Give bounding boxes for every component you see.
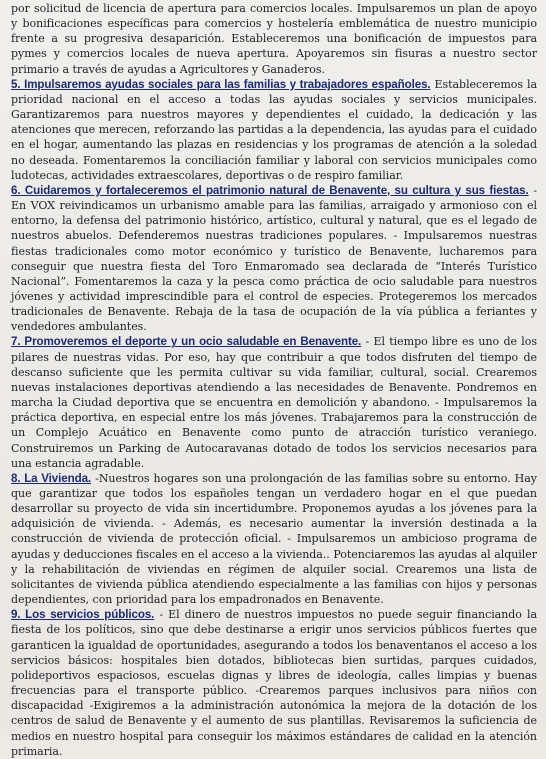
section-5-text: Estableceremos la prioridad nacional en el acceso a todas las ayudas sociales y servicios municipales. Garantizaremos para nuestros mayores y dependientes el cuidado, la dedicación y las atenciones que merecen, reforzando las partidas a la dependencia, las ayudas para el cuidado en el hogar, aumentando las plazas en residencias y los programas de atención a la soledad no deseada. Fomentaremos la conciliación familiar y laboral con servicios municipales como ludotecas, actividades extraescolares, deportivas o de respiro familiar. [11,77,537,182]
section-7 [11,334,537,470]
section-8-heading: 8. La Vivienda. [11,471,92,485]
section-7-text: - El tiempo libre es uno de los pilares de nuestras vidas. Por eso, hay que contribuir a que todos disfruten del tiempo de descanso suficiente que les permita cultivar su vida familiar, cultural, social. Crearemos nuevas instalaciones deportivas atendiendo a las necesidades de Benavente. Pondremos en marcha la Ciudad deportiva que se encuentra en demolición y abandono. - Impulsaremos la práctica deportiva, en especial entre los más jóvenes. Trabajaremos para la construcción de un Complejo Acuático en Benavente como punto de atracción turístico veraniego. Construiremos un Parking de Autocaravanas dotado de todos los servicios necesarios para una estancia agradable. [11,335,537,470]
section-9-text: - El dinero de nuestros impuestos no puede seguir financiando la fiesta de los políticos, sino que debe destinarse a erigir unos servicios públicos fuertes que garanticen la igualdad de oportunidades, asegurando a todos los benaventanos el acceso a los servicios básicos: hospitales bien dotados, bibliotecas bien surtidas, parques cuidados, polideportivos espaciosos, escuelas dignas y libres de ideología, calles limpias y buenas frecuencias para el transporte público. -Crearemos parques inclusivos para niños con discapacidad -Exigiremos a la administración autonómica la mejora de la dotación de los centros de salud de Benavente y el aumento de sus plantillas. Revisaremos la suficiencia de medios en nuestro hospital para conseguir los máximos estándares de calidad en la atención primaria. [11,608,537,758]
section-9 [11,607,537,759]
section-9-heading: 9. Los servicios públicos. [11,608,155,622]
section-6 [11,183,537,335]
intro-paragraph [11,1,537,77]
section-6-heading: 6. Cuidaremos y fortaleceremos el patrimonio natural de Benavente, su cultura y sus fiestas. [11,183,529,197]
intro-text: por solicitud de licencia de apertura para comercios locales. Impulsaremos un plan de apoyo y bonificaciones específicas para comercios y hostelería emblemática de nuestro municipio frente a su progresiva desaparición. Estableceremos una bonificación de impuestos para pymes y comercios locales de nueva apertura. Apoyaremos sin fisuras a nuestro sector primario a través de ayudas a Agricultores y Ganaderos. [11,2,537,76]
section-5 [11,77,537,183]
section-5-heading: 5. Impulsaremos ayudas sociales para las familias y trabajadores españoles. [11,77,431,91]
section-8-text: -Nuestros hogares son una prolongación de las familias sobre su entorno. Hay que garantizar que todos los españoles tengan un verdadero hogar en el que puedan desarrollar su proyecto de vida sin incertidumbre. Proponemos ayudas a los jóvenes para la adquisición de vivienda. - Además, es necesario aumentar la inversión destinada a la construcción de vivienda de protección oficial. - Impulsaremos un ambicioso programa de ayudas y deducciones fiscales en el acceso a la vivienda.. Potenciaremos las ayudas al alquiler y la rehabilitación de viviendas en régimen de alquiler social. Crearemos una lista de solicitantes de vivienda pública atendiendo especialmente a las familias con hijos y personas dependientes, con prioridad para los empadronados en Benavente. [11,471,537,607]
section-7-heading: 7. Promoveremos el deporte y un ocio saludable en Benavente. [11,335,362,349]
section-8 [11,471,537,607]
document-body [11,1,537,759]
section-6-text: - En VOX reivindicamos un urbanismo amable para las familias, arraigado y armonioso con el entorno, la defensa del patrimonio histórico, artístico, cultural y natural, que es el legado de nuestros abuelos. Defenderemos nuestras tradiciones populares. - Impulsaremos nuestras fiestas tradicionales como motor económico y turístico de Benavente, lucharemos para conseguir que nuestra fiesta del Toro Enmaromado sea declarada de “Interés Turístico Nacional”. Fomentaremos la caza y la pesca como práctica de ocio saludable para nuestros jóvenes y actividad imprescindible para el control de especies. Protegeremos los mercados tradicionales de Benavente. Rebaja de la tasa de ocupación de la vía pública a feriantes y vendedores ambulantes. [11,183,537,334]
